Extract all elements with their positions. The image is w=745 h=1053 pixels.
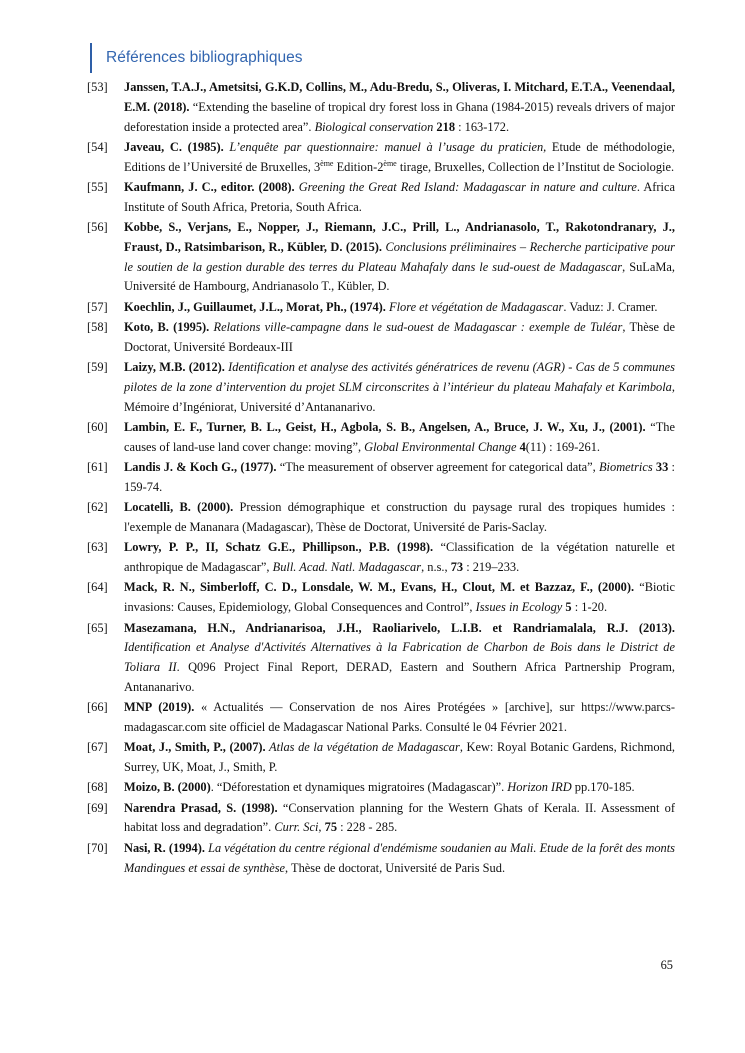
reference-authors: Janssen, T.A.J., Ametsitsi, G.K.D, Collins, M., Adu-Bredu, S., Oliveras, I. Mitchard, E.T.A., Veenendaal, E.M. (2018).: [124, 80, 675, 114]
reference-journal: Biological conservation: [314, 119, 434, 134]
reference-journal: Biometrics: [598, 460, 653, 475]
reference-rest: , Kew: Royal Botanic Gardens, Richmond, Surrey, UK, Moat, J., Smith, P.: [124, 740, 676, 775]
reference-rest: « Actualités — Conservation de nos Aires Protégées » [archive], sur https://www.parcs-madagascar.com site officiel de Madagascar National Parks. Consulté le 04 Février 2021.: [124, 700, 676, 734]
reference-authors: Landis J. & Koch G., (1977).: [124, 460, 277, 475]
reference-text: [124, 619, 675, 698]
reference-authors: Narendra Prasad, S. (1998).: [124, 800, 278, 815]
reference-rest: : 163-172.: [455, 119, 510, 134]
reference-authors: Kaufmann, J. C., editor. (2008).: [124, 179, 295, 194]
reference-item: [87, 778, 675, 798]
reference-volume: 5: [562, 600, 572, 615]
reference-title: “Biotic invasions: Causes, Epidemiology, Global Consequences and Control”,: [124, 580, 675, 615]
reference-volume: 33: [652, 460, 669, 475]
reference-authors: Mack, R. N., Simberloff, C. D., Lonsdale, W. M., Evans, H., Clout, M. et Bazzaz, F., (2000).: [124, 580, 635, 595]
reference-volume: 4: [516, 439, 526, 454]
reference-text: [124, 358, 675, 417]
reference-text: [124, 138, 675, 178]
reference-item: [87, 138, 675, 178]
reference-title: “Conservation planning for the Western Ghats of Kerala. II. Assessment of habitat loss and degradation”.: [124, 800, 676, 835]
reference-authors: Koto, B. (1995).: [124, 320, 210, 335]
reference-number: [65]: [87, 620, 108, 635]
reference-item: [87, 458, 675, 498]
reference-rest: : 219–233.: [463, 560, 520, 575]
reference-number: [54]: [87, 139, 108, 154]
reference-authors: Moat, J., Smith, P., (2007).: [124, 740, 266, 755]
reference-authors: Lowry, P. P., II, Schatz G.E., Phillipson., P.B. (1998).: [124, 540, 434, 555]
reference-rest: . Q096 Project Final Report, DERAD, Eastern and Southern Africa Partnership Program, Antananarivo.: [124, 660, 675, 694]
reference-number: [62]: [87, 500, 108, 515]
reference-volume: 218: [433, 119, 456, 134]
reference-item: [87, 578, 675, 618]
reference-number: [58]: [87, 320, 108, 335]
reference-authors: MNP (2019).: [124, 700, 195, 715]
reference-item: [87, 358, 675, 417]
reference-number: [53]: [87, 80, 108, 94]
reference-number: [61]: [87, 460, 108, 475]
reference-rest: Edition-2: [333, 159, 384, 174]
reference-authors: Locatelli, B. (2000).: [124, 500, 234, 515]
reference-text: [124, 78, 675, 137]
reference-journal: Issues in Ecology: [475, 600, 563, 615]
reference-rest: , n.s.,: [421, 560, 448, 575]
reference-authors: Laizy, M.B. (2012).: [124, 360, 225, 375]
reference-item: [87, 318, 675, 358]
reference-authors: Nasi, R. (1994).: [124, 840, 205, 855]
page-number: 65: [660, 958, 673, 972]
reference-text: [124, 458, 675, 498]
reference-text: [124, 178, 675, 218]
reference-authors: Masezamana, H.N., Andrianarisoa, J.H., Raoliarivelo, L.I.B. et Randriamalala, R.J. (2013).: [124, 620, 675, 635]
reference-italic-title: Flore et végétation de Madagascar: [385, 299, 564, 314]
reference-italic-title: Identification et analyse des activités génératrices de revenu (AGR) - Cas de 5 communes pilotes de la zone d’intervention du projet SLM circonscrites à l’intérieur du plateau Mahafaly et Karimbola: [124, 360, 675, 394]
reference-text: [124, 538, 675, 578]
reference-journal: Global Environmental Change: [364, 439, 517, 454]
reference-text: [124, 578, 675, 618]
reference-number: [59]: [87, 360, 108, 375]
reference-number: [67]: [87, 740, 108, 755]
reference-text: [124, 498, 675, 538]
reference-text: [124, 298, 675, 318]
reference-number: [63]: [87, 540, 108, 555]
reference-rest: : 228 - 285.: [337, 820, 398, 835]
reference-number: [69]: [87, 800, 108, 815]
reference-journal: Curr. Sci,: [274, 820, 322, 835]
reference-volume: 75: [321, 820, 338, 835]
reference-number: [66]: [87, 700, 108, 715]
reference-rest: , Thèse de doctorat, Université de Paris Sud.: [285, 860, 506, 875]
reference-text: [124, 698, 675, 738]
reference-title: “Extending the baseline of tropical dry forest loss in Ghana (1984-2015) reveals drivers of major deforestation inside a protected area”.: [124, 99, 676, 134]
reference-rest: , Mémoire d’Ingéniorat, Université d’Antananarivo.: [124, 379, 675, 414]
reference-rest: , SuLaMa, Université de Hambourg, Andrianasolo T., Kübler, D.: [124, 259, 675, 294]
reference-number: [57]: [87, 299, 108, 314]
reference-text: [124, 839, 675, 879]
reference-italic-title: Conclusions préliminaires – Recherche participative pour le soutien de la gestion durable des terres du Plateau Mahafaly dans le sud-ouest de Madagascar: [124, 239, 675, 274]
reference-rest: : 1-20.: [571, 600, 608, 615]
reference-rest: : 159-74.: [124, 460, 675, 494]
reference-item: [87, 619, 675, 698]
reference-rest: Etude de méthodologie, Editions de l’Université de Bruxelles, 3: [124, 139, 675, 174]
reference-italic-title: La végétation du centre régional d'endémisme soudanien au Mali. Etude de la forêt des monts Mandingues et essai de synthèse: [124, 840, 675, 875]
reference-title: . “Déforestation et dynamiques migratoires (Madagascar)”.: [210, 780, 508, 795]
reference-number: [56]: [87, 220, 108, 235]
reference-item: [87, 538, 675, 578]
page-header: [90, 43, 302, 73]
reference-rest: . Vaduz: J. Cramer.: [563, 299, 658, 314]
reference-item: [87, 799, 675, 839]
reference-item: [87, 218, 675, 297]
reference-item: [87, 698, 675, 738]
reference-title: “The measurement of observer agreement for categorical data”,: [276, 460, 599, 475]
reference-text: [124, 418, 675, 458]
superscript: ème: [320, 158, 334, 168]
reference-journal: Bull. Acad. Natl. Madagascar: [272, 560, 422, 575]
reference-item: [87, 78, 675, 137]
reference-text: [124, 738, 675, 778]
reference-number: [70]: [87, 840, 108, 855]
reference-number: [64]: [87, 580, 108, 595]
reference-list: [87, 78, 675, 879]
reference-item: [87, 839, 675, 879]
reference-rest: . Africa Institute of South Africa, Pretoria, South Africa.: [124, 179, 676, 214]
reference-authors: Javeau, C. (1985).: [124, 139, 224, 154]
superscript: ème: [383, 158, 397, 168]
reference-italic-title: Relations ville-campagne dans le sud-ouest de Madagascar : exemple de Tuléar: [209, 320, 623, 335]
reference-authors: Lambin, E. F., Turner, B. L., Geist, H., Agbola, S. B., Angelsen, A., Bruce, J. W., Xu, J., (2001).: [124, 420, 646, 435]
reference-italic-title: Identification et Analyse d'Activités Alternatives à la Fabrication de Charbon de Bois dans le District de Toliara II: [124, 640, 675, 675]
reference-rest: tirage, Bruxelles, Collection de l’Institut de Sociologie.: [396, 159, 675, 174]
reference-text: [124, 799, 675, 839]
reference-number: [55]: [87, 179, 108, 194]
reference-journal: Horizon IRD: [507, 780, 572, 795]
reference-volume: 73: [447, 560, 464, 575]
reference-number: [68]: [87, 780, 108, 795]
reference-authors: Koechlin, J., Guillaumet, J.L., Morat, Ph., (1974).: [124, 299, 386, 314]
reference-authors: Kobbe, S., Verjans, E., Nopper, J., Riemann, J.C., Prill, L., Andrianasolo, T., Rakotondranary, J., Fraust, D., Ratsimbarison, R., Kübler, D. (2015).: [124, 220, 675, 254]
reference-item: [87, 298, 675, 318]
reference-rest: , Thèse de Doctorat, Université Bordeaux-III: [124, 320, 675, 354]
header-title: Références bibliographiques: [106, 49, 303, 66]
reference-title: “Classification de la végétation naturelle et anthropique de Madagascar”,: [124, 540, 675, 575]
reference-item: [87, 178, 675, 218]
reference-italic-title: Atlas de la végétation de Madagascar: [265, 740, 460, 755]
reference-italic-title: Greening the Great Red Island: Madagascar in nature and culture: [294, 179, 637, 194]
reference-item: [87, 738, 675, 778]
reference-rest: (11) : 169-261.: [525, 439, 601, 454]
reference-title: “The causes of land-use land cover change: moving”,: [124, 420, 675, 454]
reference-item: [87, 498, 675, 538]
reference-number: [60]: [87, 420, 108, 435]
reference-text: [124, 218, 675, 297]
reference-rest: Pression démographique et construction du paysage rural des tropiques humides : l'exemple de Mananara (Madagascar), Thèse de Doctorat, Université de Paris-Saclay.: [124, 500, 675, 535]
reference-text: [124, 778, 675, 798]
reference-rest: pp.170-185.: [571, 780, 635, 795]
reference-text: [124, 318, 675, 358]
reference-item: [87, 418, 675, 458]
reference-authors: Moizo, B. (2000): [124, 780, 211, 795]
reference-italic-title: L’enquête par questionnaire: manuel à l’usage du praticien,: [223, 139, 547, 154]
